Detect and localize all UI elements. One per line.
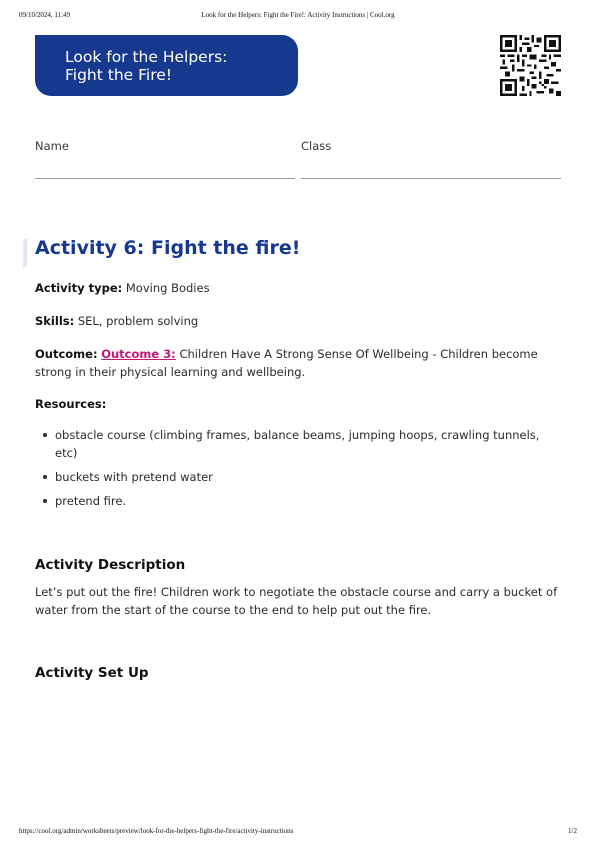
activity-title: Activity 6: Fight the fire! bbox=[35, 237, 301, 259]
activity-setup-heading: Activity Set Up bbox=[35, 665, 149, 681]
skills-row bbox=[35, 312, 565, 330]
class-field-line bbox=[301, 178, 561, 179]
class-field-label: Class bbox=[301, 139, 332, 153]
skills-value: SEL, problem solving bbox=[74, 314, 199, 328]
list-item: pretend fire. bbox=[35, 492, 565, 510]
print-footer bbox=[19, 827, 577, 839]
banner-title-line1: Look for the Helpers: bbox=[65, 48, 228, 66]
banner-title-line2: Fight the Fire! bbox=[65, 66, 173, 84]
resources-list bbox=[35, 426, 565, 516]
print-page-number: 1/2 bbox=[568, 827, 577, 835]
list-item: obstacle course (climbing frames, balance beams, jumping hoops, crawling tunnels, etc) bbox=[35, 426, 565, 462]
activity-description-text: Let’s put out the fire! Children work to negotiate the obstacle course and carry a bucket of water from the start of the course to the end to help put out the fire. bbox=[35, 585, 558, 617]
outcome-row bbox=[35, 345, 565, 381]
activity-type-row bbox=[35, 279, 565, 297]
title-accent-bar bbox=[23, 239, 27, 267]
activity-type-value: Moving Bodies bbox=[122, 281, 210, 295]
print-page-title: Look for the Helpers: Fight the Fire!: Activity Instructions | Cool.org bbox=[201, 11, 395, 19]
print-footer-url: https://cool.org/admin/worksheets/preview/look-for-the-helpers-fight-the-fire/activity-instructions bbox=[19, 827, 294, 835]
activity-type-label: Activity type: bbox=[35, 281, 123, 295]
resources-label: Resources: bbox=[35, 397, 107, 411]
print-header bbox=[19, 11, 577, 23]
qr-code-icon bbox=[500, 35, 561, 96]
activity-description-heading: Activity Description bbox=[35, 557, 186, 573]
print-timestamp: 09/10/2024, 11:49 bbox=[19, 11, 71, 19]
outcome-link[interactable]: Outcome 3: bbox=[101, 347, 176, 361]
outcome-label: Outcome: bbox=[35, 347, 98, 361]
name-field-label: Name bbox=[35, 139, 69, 153]
name-field-line bbox=[35, 178, 295, 179]
outcome-text: Children Have A Strong Sense Of Wellbeing - Children become strong in their physical learning and wellbeing. bbox=[35, 347, 538, 379]
resources-row bbox=[35, 395, 565, 413]
worksheet-title-banner bbox=[35, 35, 298, 96]
list-item: buckets with pretend water bbox=[35, 468, 565, 486]
skills-label: Skills: bbox=[35, 314, 75, 328]
